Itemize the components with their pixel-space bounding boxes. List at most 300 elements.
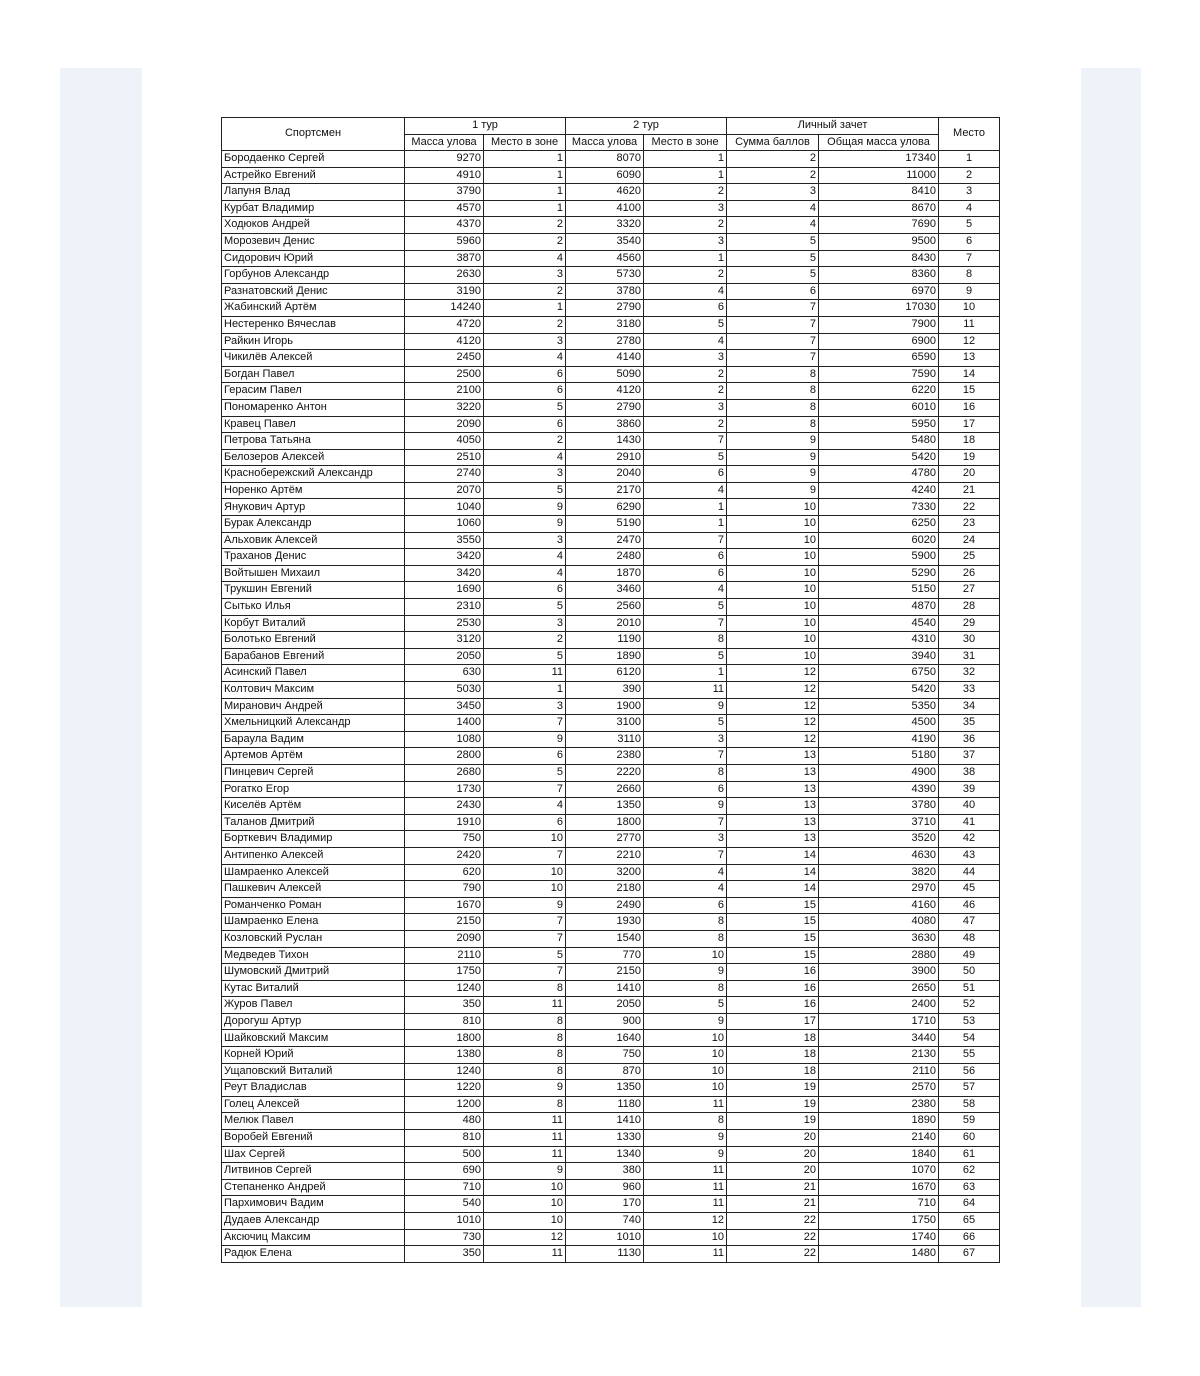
cell-r1-catch-mass: 2420 [405,847,484,864]
cell-r2-zone-place: 7 [644,433,727,450]
cell-r2-zone-place: 10 [644,1229,727,1246]
cell-athlete-name: Шамраенко Алексей [222,864,405,881]
cell-points-sum: 17 [727,1013,819,1030]
cell-r2-catch-mass: 1010 [566,1229,644,1246]
table-row [222,930,1000,947]
cell-final-place: 57 [939,1080,1000,1097]
cell-r1-zone-place: 7 [484,781,566,798]
table-row [222,881,1000,898]
cell-athlete-name: Белозеров Алексей [222,449,405,466]
cell-points-sum: 13 [727,798,819,815]
cell-r1-catch-mass: 500 [405,1146,484,1163]
cell-athlete-name: Шайковский Максим [222,1030,405,1047]
cell-r2-catch-mass: 1330 [566,1130,644,1147]
cell-final-place: 22 [939,499,1000,516]
cell-points-sum: 22 [727,1213,819,1230]
table-row [222,648,1000,665]
cell-final-place: 42 [939,831,1000,848]
cell-final-place: 48 [939,930,1000,947]
cell-r2-zone-place: 1 [644,167,727,184]
cell-r1-zone-place: 4 [484,350,566,367]
cell-athlete-name: Радюк Елена [222,1246,405,1263]
cell-athlete-name: Воробей Евгений [222,1130,405,1147]
cell-r2-zone-place: 6 [644,300,727,317]
cell-r1-zone-place: 3 [484,615,566,632]
cell-r2-catch-mass: 2470 [566,532,644,549]
cell-r1-catch-mass: 5030 [405,682,484,699]
cell-athlete-name: Курбат Владимир [222,200,405,217]
cell-points-sum: 9 [727,433,819,450]
cell-final-place: 20 [939,466,1000,483]
table-row [222,1213,1000,1230]
cell-r2-zone-place: 5 [644,449,727,466]
cell-r1-zone-place: 7 [484,847,566,864]
cell-final-place: 11 [939,316,1000,333]
cell-total-mass: 5900 [819,549,939,566]
cell-total-mass: 2380 [819,1096,939,1113]
cell-athlete-name: Пашкевич Алексей [222,881,405,898]
cell-r2-catch-mass: 1180 [566,1096,644,1113]
cell-r2-catch-mass: 6290 [566,499,644,516]
cell-r1-zone-place: 7 [484,914,566,931]
cell-r1-zone-place: 1 [484,200,566,217]
cell-r1-catch-mass: 1220 [405,1080,484,1097]
cell-athlete-name: Краснобережский Александр [222,466,405,483]
cell-total-mass: 4780 [819,466,939,483]
cell-total-mass: 4190 [819,731,939,748]
header-athlete: Спортсмен [222,118,405,151]
cell-r2-zone-place: 10 [644,947,727,964]
cell-r1-zone-place: 10 [484,881,566,898]
cell-final-place: 51 [939,980,1000,997]
cell-total-mass: 4240 [819,482,939,499]
cell-total-mass: 5350 [819,698,939,715]
cell-final-place: 52 [939,997,1000,1014]
cell-r2-catch-mass: 3100 [566,715,644,732]
cell-final-place: 17 [939,416,1000,433]
cell-r1-zone-place: 6 [484,582,566,599]
cell-r2-zone-place: 12 [644,1213,727,1230]
cell-final-place: 64 [939,1196,1000,1213]
cell-r2-catch-mass: 750 [566,1047,644,1064]
cell-final-place: 18 [939,433,1000,450]
cell-r1-zone-place: 11 [484,665,566,682]
cell-r2-catch-mass: 2050 [566,997,644,1014]
cell-r2-zone-place: 10 [644,1063,727,1080]
cell-athlete-name: Шах Сергей [222,1146,405,1163]
table-row [222,1229,1000,1246]
cell-r1-catch-mass: 2430 [405,798,484,815]
table-row [222,814,1000,831]
cell-r2-zone-place: 3 [644,200,727,217]
cell-final-place: 8 [939,267,1000,284]
table-row [222,399,1000,416]
cell-final-place: 36 [939,731,1000,748]
cell-r2-catch-mass: 2780 [566,333,644,350]
cell-total-mass: 6900 [819,333,939,350]
cell-r1-zone-place: 5 [484,482,566,499]
cell-r2-zone-place: 11 [644,1096,727,1113]
cell-r1-catch-mass: 620 [405,864,484,881]
cell-r2-catch-mass: 900 [566,1013,644,1030]
cell-r2-catch-mass: 2790 [566,399,644,416]
table-row [222,350,1000,367]
cell-final-place: 27 [939,582,1000,599]
cell-r2-catch-mass: 2660 [566,781,644,798]
cell-athlete-name: Антипенко Алексей [222,847,405,864]
cell-final-place: 66 [939,1229,1000,1246]
cell-r1-zone-place: 2 [484,217,566,234]
cell-athlete-name: Альховик Алексей [222,532,405,549]
table-row [222,1146,1000,1163]
cell-r1-catch-mass: 730 [405,1229,484,1246]
cell-r2-catch-mass: 2560 [566,599,644,616]
cell-final-place: 44 [939,864,1000,881]
table-row [222,1130,1000,1147]
table-row [222,1080,1000,1097]
cell-r2-catch-mass: 4100 [566,200,644,217]
cell-final-place: 55 [939,1047,1000,1064]
cell-final-place: 24 [939,532,1000,549]
cell-total-mass: 2110 [819,1063,939,1080]
table-row [222,283,1000,300]
cell-r2-catch-mass: 1930 [566,914,644,931]
cell-points-sum: 13 [727,831,819,848]
table-row [222,748,1000,765]
table-row [222,947,1000,964]
cell-athlete-name: Журов Павел [222,997,405,1014]
cell-r2-catch-mass: 960 [566,1179,644,1196]
cell-points-sum: 9 [727,466,819,483]
cell-r2-zone-place: 1 [644,151,727,168]
cell-r1-catch-mass: 1730 [405,781,484,798]
cell-athlete-name: Дудаев Александр [222,1213,405,1230]
cell-r1-zone-place: 2 [484,433,566,450]
cell-total-mass: 7590 [819,366,939,383]
cell-total-mass: 8430 [819,250,939,267]
cell-athlete-name: Шамраенко Елена [222,914,405,931]
cell-r2-zone-place: 6 [644,897,727,914]
cell-athlete-name: Чикилёв Алексей [222,350,405,367]
cell-points-sum: 16 [727,997,819,1014]
cell-athlete-name: Разнатовский Денис [222,283,405,300]
table-row [222,798,1000,815]
cell-points-sum: 7 [727,333,819,350]
cell-r1-catch-mass: 2150 [405,914,484,931]
cell-total-mass: 7330 [819,499,939,516]
cell-total-mass: 3900 [819,964,939,981]
cell-r1-catch-mass: 2500 [405,366,484,383]
cell-r1-catch-mass: 4910 [405,167,484,184]
cell-final-place: 40 [939,798,1000,815]
cell-total-mass: 2140 [819,1130,939,1147]
cell-r1-catch-mass: 810 [405,1013,484,1030]
cell-r2-zone-place: 1 [644,665,727,682]
cell-r2-catch-mass: 3540 [566,233,644,250]
cell-final-place: 53 [939,1013,1000,1030]
cell-r2-zone-place: 9 [644,1146,727,1163]
cell-athlete-name: Кравец Павел [222,416,405,433]
cell-athlete-name: Ходюков Андрей [222,217,405,234]
header-personal-standings: Личный зачет [727,118,939,135]
cell-r1-catch-mass: 4570 [405,200,484,217]
cell-points-sum: 4 [727,200,819,217]
cell-r1-catch-mass: 1240 [405,980,484,997]
cell-final-place: 62 [939,1163,1000,1180]
cell-r2-zone-place: 2 [644,217,727,234]
cell-athlete-name: Богдан Павел [222,366,405,383]
cell-r2-catch-mass: 2770 [566,831,644,848]
cell-final-place: 16 [939,399,1000,416]
cell-r1-catch-mass: 710 [405,1179,484,1196]
cell-athlete-name: Сидорович Юрий [222,250,405,267]
table-row [222,532,1000,549]
cell-athlete-name: Реут Владислав [222,1080,405,1097]
cell-final-place: 33 [939,682,1000,699]
cell-r2-zone-place: 11 [644,1196,727,1213]
cell-athlete-name: Бородаенко Сергей [222,151,405,168]
cell-r2-zone-place: 1 [644,516,727,533]
cell-r2-catch-mass: 170 [566,1196,644,1213]
cell-r1-catch-mass: 1750 [405,964,484,981]
cell-total-mass: 6250 [819,516,939,533]
cell-r1-zone-place: 9 [484,1080,566,1097]
table-row [222,682,1000,699]
cell-total-mass: 3710 [819,814,939,831]
cell-athlete-name: Горбунов Александр [222,267,405,284]
cell-points-sum: 15 [727,947,819,964]
cell-r2-catch-mass: 2180 [566,881,644,898]
cell-total-mass: 1740 [819,1229,939,1246]
table-row [222,831,1000,848]
cell-r1-zone-place: 6 [484,366,566,383]
cell-total-mass: 8360 [819,267,939,284]
cell-r1-catch-mass: 2310 [405,599,484,616]
cell-total-mass: 5180 [819,748,939,765]
cell-r2-zone-place: 10 [644,1030,727,1047]
cell-r1-catch-mass: 3450 [405,698,484,715]
cell-r2-zone-place: 8 [644,1113,727,1130]
cell-r2-zone-place: 4 [644,283,727,300]
cell-athlete-name: Войтышен Михаил [222,565,405,582]
table-row [222,731,1000,748]
cell-total-mass: 1750 [819,1213,939,1230]
cell-points-sum: 3 [727,184,819,201]
cell-r2-catch-mass: 1890 [566,648,644,665]
cell-athlete-name: Кутас Виталий [222,980,405,997]
cell-total-mass: 3440 [819,1030,939,1047]
cell-points-sum: 21 [727,1179,819,1196]
cell-final-place: 54 [939,1030,1000,1047]
cell-final-place: 67 [939,1246,1000,1263]
table-row [222,1113,1000,1130]
cell-r1-catch-mass: 2510 [405,449,484,466]
right-margin-panel [1081,68,1141,1307]
cell-athlete-name: Бурак Александр [222,516,405,533]
table-row [222,333,1000,350]
table-row [222,1196,1000,1213]
cell-r1-catch-mass: 14240 [405,300,484,317]
cell-final-place: 3 [939,184,1000,201]
cell-r1-catch-mass: 1010 [405,1213,484,1230]
cell-r2-zone-place: 3 [644,831,727,848]
cell-r1-catch-mass: 3220 [405,399,484,416]
cell-points-sum: 8 [727,416,819,433]
cell-points-sum: 14 [727,847,819,864]
cell-r2-catch-mass: 2010 [566,615,644,632]
table-row [222,200,1000,217]
cell-final-place: 15 [939,383,1000,400]
cell-r2-zone-place: 5 [644,715,727,732]
cell-r1-catch-mass: 2070 [405,482,484,499]
table-row [222,997,1000,1014]
cell-r1-zone-place: 5 [484,764,566,781]
cell-points-sum: 12 [727,682,819,699]
cell-r1-catch-mass: 3120 [405,632,484,649]
cell-r2-zone-place: 8 [644,632,727,649]
table-row [222,516,1000,533]
table-row [222,482,1000,499]
table-row [222,632,1000,649]
cell-athlete-name: Медведев Тихон [222,947,405,964]
cell-final-place: 39 [939,781,1000,798]
cell-r1-catch-mass: 3420 [405,549,484,566]
table-row [222,1179,1000,1196]
cell-r1-catch-mass: 9270 [405,151,484,168]
cell-r1-catch-mass: 3190 [405,283,484,300]
cell-r1-catch-mass: 2450 [405,350,484,367]
cell-points-sum: 10 [727,648,819,665]
cell-athlete-name: Литвинов Сергей [222,1163,405,1180]
cell-r2-zone-place: 6 [644,466,727,483]
cell-total-mass: 6010 [819,399,939,416]
cell-total-mass: 1480 [819,1246,939,1263]
table-row [222,466,1000,483]
cell-r2-catch-mass: 1870 [566,565,644,582]
cell-total-mass: 4870 [819,599,939,616]
cell-athlete-name: Болотько Евгений [222,632,405,649]
cell-r1-zone-place: 6 [484,814,566,831]
cell-r1-catch-mass: 480 [405,1113,484,1130]
cell-points-sum: 10 [727,516,819,533]
cell-r1-catch-mass: 810 [405,1130,484,1147]
cell-total-mass: 8410 [819,184,939,201]
cell-r1-catch-mass: 2090 [405,416,484,433]
cell-r2-catch-mass: 8070 [566,151,644,168]
cell-total-mass: 9500 [819,233,939,250]
cell-athlete-name: Трукшин Евгений [222,582,405,599]
cell-athlete-name: Траханов Денис [222,549,405,566]
cell-total-mass: 2130 [819,1047,939,1064]
table-row [222,1246,1000,1263]
table-row [222,433,1000,450]
cell-total-mass: 5420 [819,449,939,466]
cell-final-place: 49 [939,947,1000,964]
cell-points-sum: 9 [727,482,819,499]
cell-final-place: 6 [939,233,1000,250]
header-total-mass: Общая масса улова [819,134,939,151]
cell-points-sum: 15 [727,897,819,914]
cell-r2-zone-place: 6 [644,781,727,798]
cell-r1-zone-place: 3 [484,698,566,715]
cell-r2-catch-mass: 1900 [566,698,644,715]
cell-r1-zone-place: 6 [484,748,566,765]
cell-r2-zone-place: 4 [644,864,727,881]
cell-points-sum: 15 [727,914,819,931]
cell-r1-zone-place: 8 [484,980,566,997]
cell-points-sum: 7 [727,300,819,317]
cell-total-mass: 17030 [819,300,939,317]
cell-r1-catch-mass: 1060 [405,516,484,533]
cell-r1-zone-place: 2 [484,316,566,333]
cell-r2-zone-place: 3 [644,399,727,416]
cell-total-mass: 2570 [819,1080,939,1097]
table-row [222,416,1000,433]
cell-r1-zone-place: 8 [484,1047,566,1064]
cell-final-place: 10 [939,300,1000,317]
cell-points-sum: 15 [727,930,819,947]
cell-r2-zone-place: 5 [644,648,727,665]
cell-r1-catch-mass: 2800 [405,748,484,765]
cell-total-mass: 5420 [819,682,939,699]
table-row [222,1096,1000,1113]
cell-r1-zone-place: 11 [484,1130,566,1147]
cell-total-mass: 2970 [819,881,939,898]
cell-r2-catch-mass: 4140 [566,350,644,367]
cell-r1-catch-mass: 3870 [405,250,484,267]
cell-athlete-name: Степаненко Андрей [222,1179,405,1196]
cell-athlete-name: Морозевич Денис [222,233,405,250]
cell-points-sum: 9 [727,449,819,466]
cell-total-mass: 5290 [819,565,939,582]
cell-points-sum: 22 [727,1229,819,1246]
cell-points-sum: 20 [727,1146,819,1163]
cell-r1-catch-mass: 350 [405,997,484,1014]
cell-total-mass: 3820 [819,864,939,881]
cell-r1-catch-mass: 2090 [405,930,484,947]
cell-r1-zone-place: 5 [484,947,566,964]
cell-points-sum: 19 [727,1080,819,1097]
cell-r2-catch-mass: 3180 [566,316,644,333]
cell-total-mass: 6220 [819,383,939,400]
table-row [222,781,1000,798]
cell-athlete-name: Нестеренко Вячеслав [222,316,405,333]
cell-r1-catch-mass: 4370 [405,217,484,234]
table-row [222,715,1000,732]
cell-total-mass: 3940 [819,648,939,665]
cell-total-mass: 1070 [819,1163,939,1180]
cell-r2-zone-place: 5 [644,316,727,333]
cell-r2-catch-mass: 1350 [566,1080,644,1097]
cell-final-place: 25 [939,549,1000,566]
cell-points-sum: 20 [727,1130,819,1147]
cell-r1-catch-mass: 4120 [405,333,484,350]
table-row [222,316,1000,333]
table-row [222,964,1000,981]
cell-r2-zone-place: 2 [644,416,727,433]
table-row [222,300,1000,317]
cell-final-place: 59 [939,1113,1000,1130]
cell-final-place: 21 [939,482,1000,499]
cell-points-sum: 13 [727,781,819,798]
header-points-sum: Сумма баллов [727,134,819,151]
cell-r2-zone-place: 3 [644,731,727,748]
cell-total-mass: 2400 [819,997,939,1014]
cell-athlete-name: Козловский Руслан [222,930,405,947]
cell-r2-catch-mass: 6090 [566,167,644,184]
cell-points-sum: 10 [727,499,819,516]
cell-points-sum: 8 [727,366,819,383]
